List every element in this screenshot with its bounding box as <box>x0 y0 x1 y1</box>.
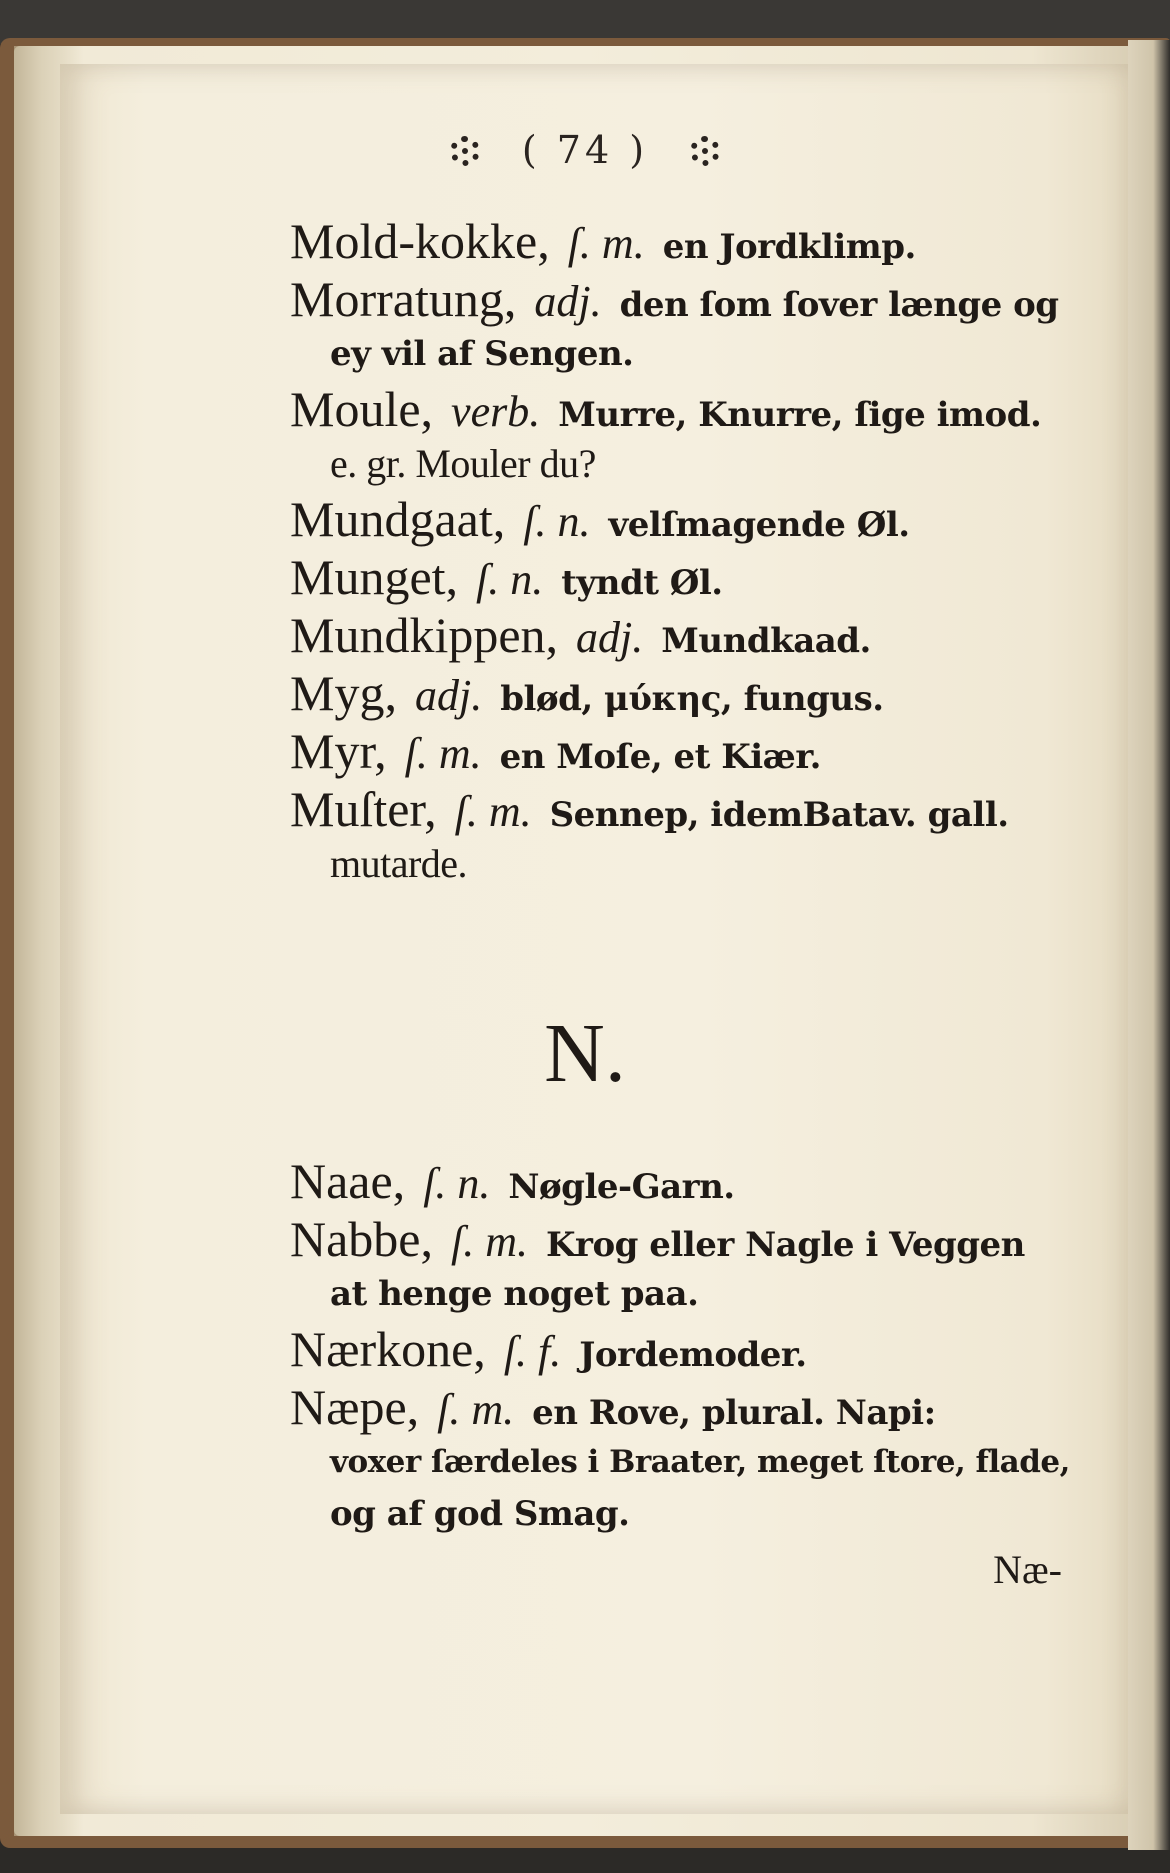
grammar-label: adj. <box>534 277 602 326</box>
definition: Sennep, idemBatav. gall. <box>549 795 1009 835</box>
definition-continuation: at henge noget paa. <box>330 1274 699 1314</box>
entry-naepe <box>290 1378 1070 1540</box>
grammar-label: ſ. m. <box>454 787 532 836</box>
entry-naae <box>290 1152 1070 1210</box>
grammar-label: ſ. m. <box>451 1217 528 1266</box>
entry-mold-kokke <box>290 212 1070 270</box>
headword: Næpe, <box>290 1379 420 1435</box>
headword: Morratung, <box>290 271 517 327</box>
headword: Munget, <box>290 549 459 605</box>
headword: Mold-kokke, <box>290 213 550 269</box>
entry-munget <box>290 548 1070 606</box>
headword: Muſter, <box>290 781 437 837</box>
grammar-label: ſ. m. <box>567 219 645 268</box>
definition: tyndt Øl. <box>561 563 723 603</box>
flower-ornament-icon <box>450 136 480 166</box>
right-page-edge <box>1128 40 1170 1850</box>
page-number: ( 74 ) <box>521 128 649 172</box>
definition-continuation: voxer ſærdeles i Braater, meget ſtore, flade, <box>330 1444 1070 1480</box>
flower-ornament-icon <box>690 136 720 166</box>
headword: Mundgaat, <box>290 491 506 547</box>
entry-muster <box>290 780 1070 890</box>
definition: en Rove, plural. Napi: <box>532 1393 936 1433</box>
grammar-label: ſ. n. <box>423 1159 491 1208</box>
definition: Mundkaad. <box>661 621 871 661</box>
entry-nabbe <box>290 1210 1070 1320</box>
entry-naerkone <box>290 1320 1070 1378</box>
headword: Mundkippen, <box>290 607 559 663</box>
definition: Krog eller Nagle i Veggen <box>546 1225 1025 1265</box>
headword: Moule, <box>290 381 434 437</box>
definition: den ſom ſover længe og <box>619 285 1059 325</box>
grammar-label: adj. <box>414 671 483 720</box>
entry-myr <box>290 722 1070 780</box>
definition: en Jordklimp. <box>662 227 916 267</box>
grammar-label: adj. <box>576 613 644 662</box>
definition-continuation: og af god Smag. <box>330 1494 630 1534</box>
grammar-label: verb. <box>451 387 541 436</box>
page-header <box>0 128 1170 172</box>
grammar-label: ſ. n. <box>523 497 591 546</box>
definition: en Moſe, et Kiær. <box>499 737 821 777</box>
grammar-label: ſ. f. <box>503 1327 562 1376</box>
section-letter: N. <box>544 1007 626 1100</box>
headword: Myr, <box>290 723 387 779</box>
headword: Nærkone, <box>290 1321 486 1377</box>
entry-mundgaat <box>290 490 1070 548</box>
headword: Naae, <box>290 1153 406 1209</box>
definition-continuation: mutarde. <box>330 841 468 886</box>
dictionary-entries-n <box>290 1152 1070 1540</box>
definition: Jordemoder. <box>579 1335 807 1375</box>
definition: Nøgle-Garn. <box>508 1167 735 1207</box>
definition: velſmagende Øl. <box>608 505 910 545</box>
entry-moule <box>290 380 1070 490</box>
entry-myg <box>290 664 1070 722</box>
headword: Nabbe, <box>290 1211 433 1267</box>
entry-mundkippen <box>290 606 1070 664</box>
headword: Myg, <box>290 665 397 721</box>
definition: blød, μύκης, fungus. <box>500 679 884 719</box>
definition: Murre, Knurre, ſige imod. <box>558 395 1042 435</box>
definition-continuation: ey vil af Sengen. <box>330 334 634 374</box>
dictionary-entries-m <box>290 212 1070 890</box>
page-gutter <box>14 46 84 1836</box>
grammar-label: ſ. m. <box>437 1385 515 1434</box>
entry-morratung <box>290 270 1070 380</box>
grammar-label: ſ. m. <box>404 729 482 778</box>
grammar-label: ſ. n. <box>476 555 544 604</box>
catchword: Næ- <box>993 1547 1062 1592</box>
definition-continuation: e. gr. Mouler du? <box>330 441 596 486</box>
